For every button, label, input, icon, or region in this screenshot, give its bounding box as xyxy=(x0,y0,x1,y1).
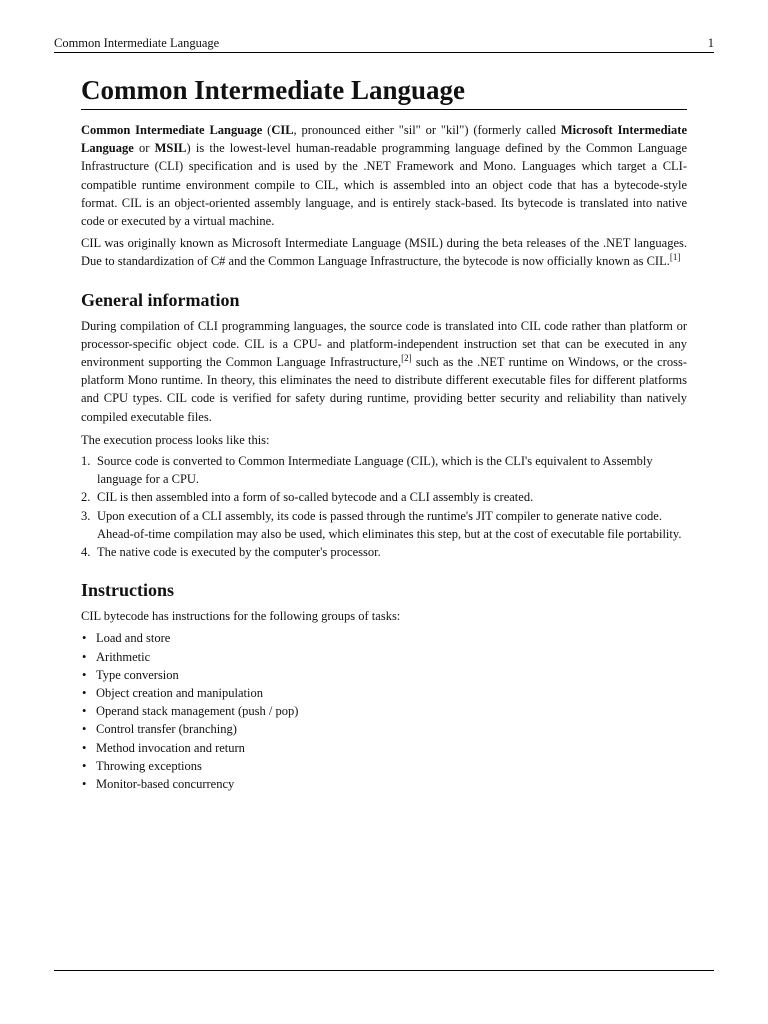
list-number: 4. xyxy=(81,545,91,560)
intro-paragraph-2 xyxy=(81,234,687,270)
bullet-icon: • xyxy=(82,704,87,719)
bullet-icon: • xyxy=(82,686,87,701)
list-item xyxy=(81,775,687,793)
list-item xyxy=(81,648,687,666)
term-msil-full: Microsoft Intermediate Language xyxy=(81,123,687,156)
intro-paragraph-1 xyxy=(81,121,687,230)
list-item-text: Method invocation and return xyxy=(96,740,245,755)
list-item-text: CIL is then assembled into a form of so-called bytecode and a CLI assembly is created. xyxy=(97,490,534,505)
bullet-icon: • xyxy=(82,667,87,682)
list-item xyxy=(81,720,687,738)
term-cil: CIL xyxy=(271,123,294,137)
section-heading-instructions: Instructions xyxy=(81,580,175,601)
list-item-text: Source code is converted to Common Intermediate Language (CIL), which is the CLI's equivalent to Assembly language for a CPU. xyxy=(97,454,653,487)
intro-p2-text: CIL was originally known as Microsoft Intermediate Language (MSIL) during the beta releases of the .NET languages. Due to standardization of C# and the Common Language Infrastructure, the bytecode is now officially known as CIL. xyxy=(81,236,687,269)
term-cil-full: Common Intermediate Language xyxy=(81,123,263,137)
running-header xyxy=(54,35,714,53)
execution-intro: The execution process looks like this: xyxy=(81,432,270,447)
general-text-a: During compilation of CLI programming languages, the source code is translated into CIL code rather than platform or processor-specific object code. CIL is a CPU- and platform-independent instruction set that can be executed in any environment supporting the Common Language Infrastructure, xyxy=(81,318,687,370)
list-item-text: Upon execution of a CLI assembly, its code is passed through the runtime's JIT compiler to generate native code. Ahead-of-time compilation may also be used, which eliminates this step, but at the cost of executable file portability. xyxy=(97,508,682,541)
bullet-icon: • xyxy=(82,649,87,664)
bullet-icon: • xyxy=(82,758,87,773)
bullet-icon: • xyxy=(82,631,87,646)
list-item-text: Control transfer (branching) xyxy=(96,722,237,737)
list-item xyxy=(81,488,687,506)
article-body xyxy=(81,74,687,793)
execution-steps-list xyxy=(81,452,687,561)
intro-text-3: or xyxy=(133,141,155,156)
list-item xyxy=(81,507,687,543)
list-item xyxy=(81,684,687,702)
list-item xyxy=(81,739,687,757)
intro-text-1: ( xyxy=(262,123,272,137)
list-item xyxy=(81,452,687,488)
list-item-text: Type conversion xyxy=(96,667,179,682)
list-number: 3. xyxy=(81,508,91,523)
list-item xyxy=(81,702,687,720)
bullet-icon: • xyxy=(82,777,87,792)
citation-link-1[interactable]: [1] xyxy=(669,252,681,263)
list-item xyxy=(81,666,687,684)
running-header-title: Common Intermediate Language xyxy=(54,36,220,50)
list-item xyxy=(81,629,687,647)
bullet-icon: • xyxy=(82,722,87,737)
list-number: 1. xyxy=(81,454,91,469)
bullet-icon: • xyxy=(82,740,87,755)
list-number: 2. xyxy=(81,490,91,505)
footer-rule xyxy=(54,970,714,971)
list-item xyxy=(81,757,687,775)
intro-text-2: , pronounced either "sil" or "kil") (formerly called xyxy=(293,123,561,137)
list-item xyxy=(81,543,687,561)
intro-text-4: ) is the lowest-level human-readable programming language defined by the Common Language Infrastructure (CLI) specification and is used by the .NET Framework and Mono. Languages which target a CLI-compatible runtime environment compile to CIL, which is assembled into an object code that has a bytecode-style format. CIL is an object-oriented assembly language, and is entirely stack-based. Its bytecode is translated into native code or executed by a virtual machine. xyxy=(81,141,687,229)
general-text-b: such as the .NET runtime on Windows, or the cross-platform Mono runtime. In theory, this eliminates the need to distribute different executable files for different platforms and CPU types. CIL code is verified for safety during runtime, providing better security and reliability than natively compiled executable files. xyxy=(81,355,687,424)
general-paragraph xyxy=(81,317,687,426)
list-item-text: Object creation and manipulation xyxy=(96,686,263,701)
list-item-text: Operand stack management (push / pop) xyxy=(96,704,299,719)
list-item-text: The native code is executed by the computer's processor. xyxy=(97,545,381,560)
list-item-text: Load and store xyxy=(96,631,171,646)
instructions-intro: CIL bytecode has instructions for the following groups of tasks: xyxy=(81,609,401,624)
article-title: Common Intermediate Language xyxy=(81,74,687,110)
citation-link-2[interactable]: [2] xyxy=(401,353,412,364)
section-heading-general-information: General information xyxy=(81,289,240,310)
task-groups-list xyxy=(81,629,687,793)
list-item-text: Arithmetic xyxy=(96,649,151,664)
list-item-text: Throwing exceptions xyxy=(96,758,202,773)
list-item-text: Monitor-based concurrency xyxy=(96,777,235,792)
term-msil: MSIL xyxy=(154,141,187,156)
page-number: 1 xyxy=(707,36,714,50)
